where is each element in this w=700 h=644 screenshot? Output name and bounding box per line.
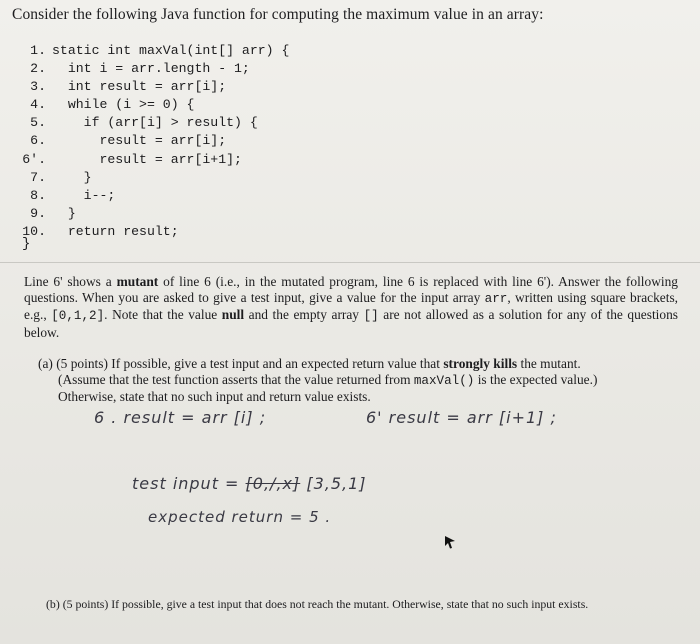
intro-text: Consider the following Java function for computing the maximum value in an array: (12, 6, 544, 23)
code-listing (12, 42, 412, 241)
question-a (38, 356, 674, 405)
question-a-text: is the expected value.) (474, 371, 598, 387)
handwritten-expected-return: expected return = 5 . (148, 508, 332, 526)
code-line-text: if (arr[i] > result) { (52, 115, 258, 131)
code-line (12, 205, 412, 223)
para-text: of line 6 (i.e., in the mutated program, line 6 is replaced with line 6'). Answer the following questions. When you are asked to give a test input, give a value for the input array (24, 274, 678, 305)
code-line-text: } (52, 169, 92, 185)
code-line-number: 7. (30, 169, 46, 185)
code-line-text: int i = arr.length - 1; (52, 61, 250, 77)
code-line-text: while (i >= 0) { (52, 97, 195, 113)
para-text: and the empty array (244, 307, 364, 323)
code-line-text: return result; (52, 223, 179, 239)
code-line-text: } (52, 205, 76, 221)
code-line (12, 96, 412, 114)
instructions-paragraph (24, 274, 678, 340)
code-line (12, 60, 412, 78)
question-a-bold: strongly kills (443, 356, 518, 371)
para-bold-null: null (221, 307, 245, 323)
handwritten-test-label: test input = (132, 474, 246, 493)
question-a-text: the mutant. (517, 356, 581, 371)
code-closing-brace: } (22, 236, 31, 252)
code-line (12, 169, 412, 187)
code-line-text: result = arr[i+1]; (52, 151, 242, 167)
code-line (12, 42, 412, 60)
para-text: . Note that the value (104, 307, 222, 323)
question-b-text: If possible, give a test input that does not reach the mutant. Otherwise, state that no such input exists. (108, 597, 589, 611)
para-code-arr: arr (484, 291, 508, 306)
code-line (12, 151, 412, 169)
code-line-number: 6'. (22, 151, 46, 167)
question-a-text: If possible, give a test input and an expected return value that (107, 356, 444, 371)
para-text: are not allowed as a solution for any of the questions below. (24, 307, 678, 340)
code-line-number: 4. (30, 97, 46, 113)
question-b (46, 598, 666, 612)
code-line (12, 187, 412, 205)
para-code-example: [0,1,2] (51, 309, 105, 324)
handwritten-note-line6: 6 . result = arr [i] ; (94, 408, 267, 427)
handwritten-note-line6prime: 6' result = arr [i+1] ; (366, 408, 557, 427)
para-text: , written using square brackets, e.g., (24, 289, 679, 323)
para-code-empty: [] (363, 309, 379, 324)
code-line (12, 78, 412, 96)
para-bold-mutant: mutant (116, 274, 159, 289)
handwritten-test-input (132, 474, 367, 493)
code-line-number: 1. (30, 43, 46, 58)
divider (0, 262, 700, 263)
code-line (12, 223, 412, 241)
code-line-text: result = arr[i]; (52, 133, 227, 149)
code-line-text: i--; (52, 187, 116, 203)
code-line (12, 132, 412, 150)
code-line (12, 114, 412, 132)
question-a-text: (Assume that the test function asserts that the value returned from (58, 371, 414, 387)
code-line-text: static int maxVal(int[] arr) { (52, 43, 290, 58)
code-line-text: int result = arr[i]; (52, 79, 227, 95)
code-line-number: 3. (30, 79, 46, 95)
question-b-label: (b) (5 points) (46, 597, 109, 611)
question-a-label: (a) (5 points) (38, 356, 108, 371)
code-line-number: 5. (30, 115, 46, 131)
code-line-number: 8. (30, 187, 46, 203)
handwritten-test-value: [3,5,1] (306, 474, 367, 493)
code-line-number: 6. (30, 133, 46, 149)
code-line-number: 9. (30, 205, 46, 221)
question-a-line2 (38, 372, 674, 390)
question-a-code: maxVal() (413, 373, 475, 388)
mouse-cursor-icon (444, 535, 456, 549)
question-a-line3: Otherwise, state that no such input and return value exists. (58, 389, 371, 405)
handwritten-crossed-out: [0,/,x] (245, 474, 301, 493)
code-line-number: 10. (22, 223, 46, 239)
para-text: Line 6' shows a (24, 274, 117, 289)
code-line-number: 2. (30, 61, 46, 77)
